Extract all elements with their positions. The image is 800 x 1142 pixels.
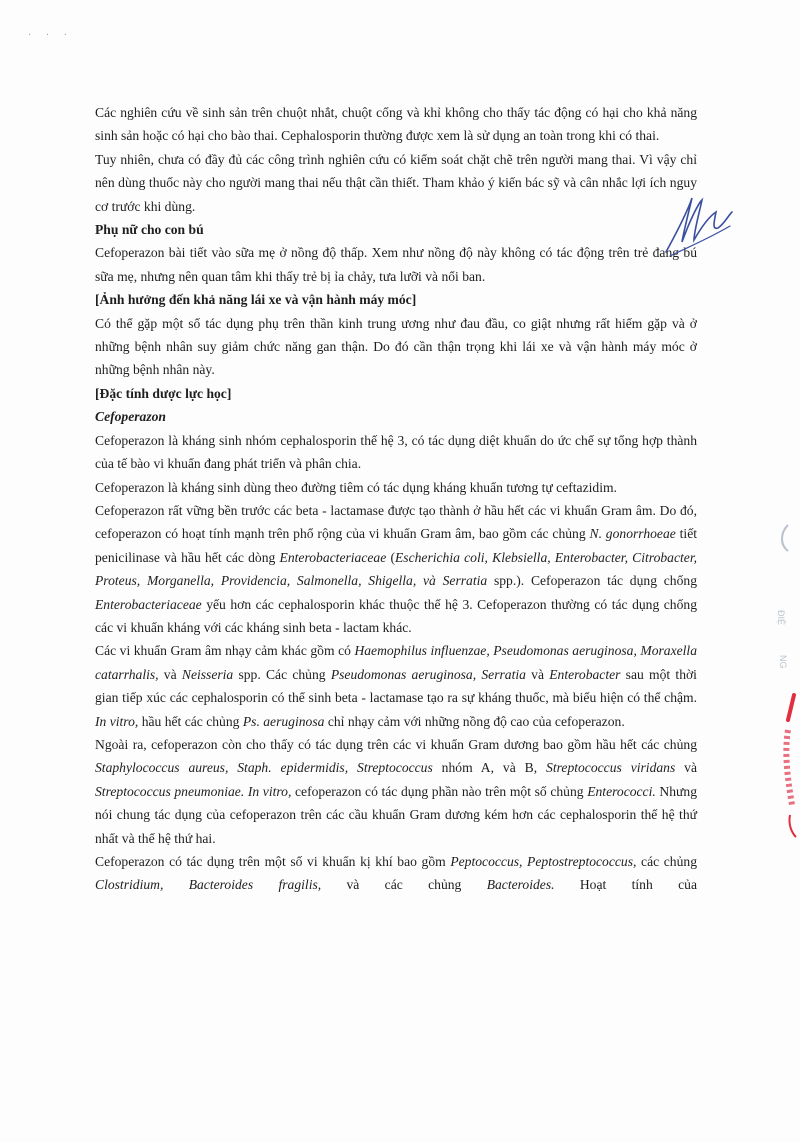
italic-term: Enterobacter	[549, 666, 621, 682]
text-run: và	[158, 666, 182, 682]
text-run: [Ảnh hưởng đến khả năng lái xe và vận hành máy móc]	[95, 292, 417, 308]
italic-term: Enterococci.	[587, 783, 656, 799]
italic-term: Peptococcus, Peptostreptococcus,	[450, 854, 637, 869]
text-run: Các nghiên cứu về sinh sản trên chuột nhắt, chuột cống và khỉ không cho thấy tác động có hại cho khả năng sinh sản hoặc có hại cho bào thai. Cephalosporin thường được xem là sử dụng an toàn trong khi có thai.	[95, 105, 697, 144]
text-run: spp.). Cefoperazon tác dụng chống	[487, 573, 697, 589]
italic-term: Haemophilus influenzae, Pseudomonas aeruginosa, Moraxella catarrhalis,	[95, 643, 698, 682]
svg-text:ĐIỆ: ĐIỆ	[776, 610, 786, 626]
text-run: và	[675, 760, 698, 776]
text-run: yếu hơn các cephalosporin khác thuộc thế hệ 3. Cefoperazon thường có tác dụng chống các vi khuẩn kháng với các kháng sinh beta - lactam khác.	[95, 596, 697, 635]
text-run: Ngoài ra, cefoperazon còn cho thấy có tác dụng trên các vi khuẩn Gram dương bao gồm hầu hết các chủng	[95, 736, 697, 752]
document-body	[95, 101, 697, 897]
text-run: Các vi khuẩn Gram âm nhạy cảm khác gồm có	[95, 643, 355, 659]
text-run: Cefoperazon rất vững bền trước các beta - lactamase được tạo thành ở hầu hết các vi khuẩn Gram âm. Do đó, cefoperazon có hoạt tính mạnh trên phổ rộng của vi khuẩn Gram âm, bao gồm các chủng	[95, 502, 697, 542]
text-run: Tuy nhiên, chưa có đầy đủ các công trình nghiên cứu có kiểm soát chặt chẽ trên người mang thai. Vì vậy chỉ nên dùng thuốc này cho người mang thai nếu thật cần thiết. Tham khảo ý kiến bác sỹ và cân nhắc lợi ích nguy cơ trước khi dùng.	[95, 151, 697, 214]
text-run: cefoperazon có tác dụng phần nào trên một số chủng	[291, 783, 588, 799]
italic-term: Pseudomonas aeruginosa, Serratia	[330, 666, 526, 682]
handwritten-signature	[658, 190, 738, 260]
paragraph	[95, 312, 697, 382]
text-run: chỉ nhạy cảm với những nồng độ cao của cefoperazon.	[324, 713, 625, 729]
paragraph	[95, 241, 697, 288]
text-run: Cefoperazon bài tiết vào sữa mẹ ở nồng độ thấp. Xem như nồng độ này không có tác động trên trẻ đang bú sữa mẹ, nhưng nên quan tâm khi thấy trẻ bị ỉa chảy, tưa lưỡi và nổi ban.	[95, 245, 697, 284]
italic-term: Bacteroides.	[486, 877, 555, 893]
text-run: hầu hết các chủng	[138, 713, 243, 729]
text-run: các chủng	[636, 854, 697, 869]
text-run: Có thể gặp một số tác dụng phụ trên thần kinh trung ương như đau đầu, co giật nhưng rất hiếm gặp và ở những bệnh nhân suy giảm chức năng gan thận. Do đó cần thận trọng khi lái xe và vận hành máy móc ở những bệnh nhân này.	[95, 315, 697, 378]
text-run: Cefoperazon là kháng sinh nhóm cephalosporin thế hệ 3, có tác dụng diệt khuẩn do ức chế sự tổng hợp thành của tế bào vi khuẩn đang phát triển và phân chia.	[95, 432, 697, 472]
text-run: (	[386, 549, 395, 565]
italic-term: N. gonorrhoeae	[589, 526, 676, 542]
paragraph	[95, 733, 697, 850]
text-run: và	[525, 666, 550, 682]
italic-term: Clostridium, Bacteroides fragilis,	[95, 877, 322, 893]
italic-term: Ps. aeruginosa	[242, 713, 325, 729]
text-run: Hoạt tính của	[554, 877, 697, 893]
italic-term: Streptococcus pneumoniae. In vitro,	[95, 783, 292, 799]
paragraph	[95, 101, 697, 148]
text-run: Cefoperazon	[95, 409, 166, 425]
text-run: [Đặc tính dược lực học]	[95, 385, 232, 401]
text-run: sau một thời gian tiếp xúc các cephalosporin có thể sinh beta - lactamase tạo ra sự kháng thuốc, mà biểu hiện có thể chậm.	[95, 666, 697, 706]
text-run: Cefoperazon là kháng sinh dùng theo đường tiêm có tác dụng kháng khuẩn tương tự ceftazidim.	[95, 479, 617, 495]
text-run: và các chủng	[321, 877, 487, 893]
text-run: Phụ nữ cho con bú	[95, 222, 204, 238]
subsection-heading	[95, 405, 697, 428]
paragraph	[95, 639, 697, 733]
italic-term: Staphylococcus aureus, Staph. epidermidis, Streptococcus	[95, 760, 433, 776]
italic-term: Streptococcus viridans	[546, 760, 676, 776]
text-run: tiết penicilinase và hầu hết các dòng	[95, 526, 698, 565]
text-run: spp. Các chủng	[233, 666, 331, 682]
section-heading	[95, 288, 697, 311]
italic-term: Neisseria	[181, 666, 234, 682]
text-run: Nhưng nói chung tác dụng của cefoperazon trên các cầu khuẩn Gram dương kém hơn các cephalosporin thế hệ thứ nhất và thế hệ thứ hai.	[95, 783, 697, 846]
italic-term: In vitro,	[95, 713, 139, 729]
paragraph	[95, 476, 697, 499]
edge-stamp-fragment	[758, 515, 800, 855]
italic-term: Escherichia coli, Klebsiella, Enterobacter, Citrobacter, Proteus, Morganella, Providencia, Salmonella, Shigella, và Serratia	[95, 549, 698, 589]
paragraph	[95, 850, 697, 897]
paragraph	[95, 429, 697, 476]
paragraph	[95, 499, 697, 639]
paragraph	[95, 148, 697, 218]
text-run: Cefoperazon có tác dụng trên một số vi khuẩn kị khí bao gồm	[95, 854, 451, 869]
italic-term: Enterobacteriaceae	[279, 549, 387, 565]
section-heading	[95, 382, 697, 405]
section-heading	[95, 218, 697, 241]
text-run: nhóm A, và B,	[432, 760, 547, 776]
italic-term: Enterobacteriaceae	[95, 596, 202, 612]
svg-text:NG: NG	[778, 655, 788, 669]
scan-artifact-dots: · · ·	[28, 30, 73, 41]
